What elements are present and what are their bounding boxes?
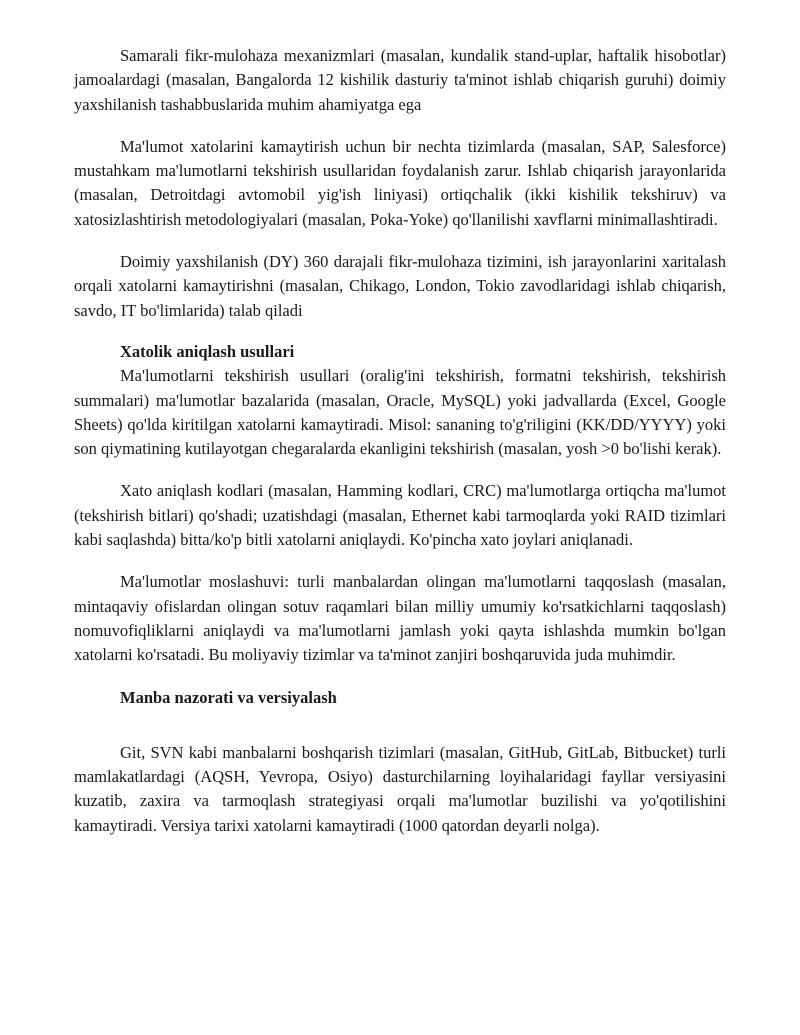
paragraph-data-reconciliation: Ma'lumotlar moslashuvi: turli manbalardan olingan ma'lumotlarni taqqoslash (masalan, mintaqaviy ofislardan olingan sotuv raqamlari bilan milliy umumiy ko'rsatkichlarni taqqoslash) nomuvofiqliklarni aniqlaydi va ma'lumotlarni jamlash yoki qayta ishlashda mumkin bo'lgan xatolarni ko'rsatadi. Bu moliyaviy tizimlar va ta'minot zanjiri boshqaruvida juda muhimdir. (74, 572, 726, 665)
paragraph-error-detection-codes: Xato aniqlash kodlari (masalan, Hamming kodlari, CRC) ma'lumotlarga ortiqcha ma'lumot (tekshirish bitlari) qo'shadi; uzatishdagi (masalan, Ethernet kabi tarmoqlarda yoki RAID tizimlari kabi saqlashda) bitta/ko'p bitli xatolarni aniqlaydi. Ko'pincha xato joylari aniqlanadi. (74, 481, 726, 550)
paragraph-data-validation: Ma'lumotlarni tekshirish usullari (oralig'ini tekshirish, formatni tekshirish, tekshirish summalari) ma'lumotlar bazalarida (masalan, Oracle, MySQL) yoki jadvallarda (Excel, Google Sheets) qo'lda kiritilgan xatolarni kamaytiradi. Misol: sananing to'g'riligini (KK/DD/YYYY) yoki son qiymatining kutilayotgan chegaralarda ekanligini tekshirish (masalan, yosh >0 bo'lishi kerak). (74, 366, 726, 459)
section-heading-source-control: Manba nazorati va versiyalash (120, 687, 337, 707)
paragraph-data-errors: Ma'lumot xatolarini kamaytirish uchun bir nechta tizimlarda (masalan, SAP, Salesforce) mustahkam ma'lumotlarni tekshirish usullaridan foydalanish zarur. Ishlab chiqarish jarayonlarida (masalan, Detroitdagi avtomobil yig'ish liniyasi) ortiqchalik (ikki kishilik tekshiruv) va xatosizlashtirish metodologiyalari (masalan, Poka-Yoke) qo'llanilishi xavflarni minimallashtiradi. (74, 136, 726, 229)
document-page (74, 44, 726, 838)
section-heading-error-detection: Xatolik aniqlash usullari (120, 341, 295, 361)
paragraph-continuous-improvement: Doimiy yaxshilanish (DY) 360 darajali fikr-mulohaza tizimini, ish jarayonlarini xaritalash orqali xatolarni kamaytirishni (masalan, Chikago, London, Tokio zavodlaridagi ishlab chiqarish, savdo, IT bo'limlarida) talab qiladi (74, 252, 726, 320)
paragraph-feedback-mechanisms: Samarali fikr-mulohaza mexanizmlari (masalan, kundalik stand-uplar, haftalik hisobotlar) jamoalardagi (masalan, Bangalorda 12 kishilik dasturiy ta'minot ishlab chiqarish guruhi) doimiy yaxshilanish tashabbuslarida muhim ahamiyatga ega (74, 46, 726, 114)
paragraph-version-control: Git, SVN kabi manbalarni boshqarish tizimlari (masalan, GitHub, GitLab, Bitbucket) turli mamlakatlardagi (AQSH, Yevropa, Osiyo) dasturchilarning loyihalaridagi fayllar versiyasini kuzatib, zaxira va tarmoqlash strategiyasi orqali ma'lumotlar buzilishi va yo'qotilishini kamaytiradi. Versiya tarixi xatolarni kamaytiradi (1000 qatordan deyarli nolga). (74, 742, 726, 835)
